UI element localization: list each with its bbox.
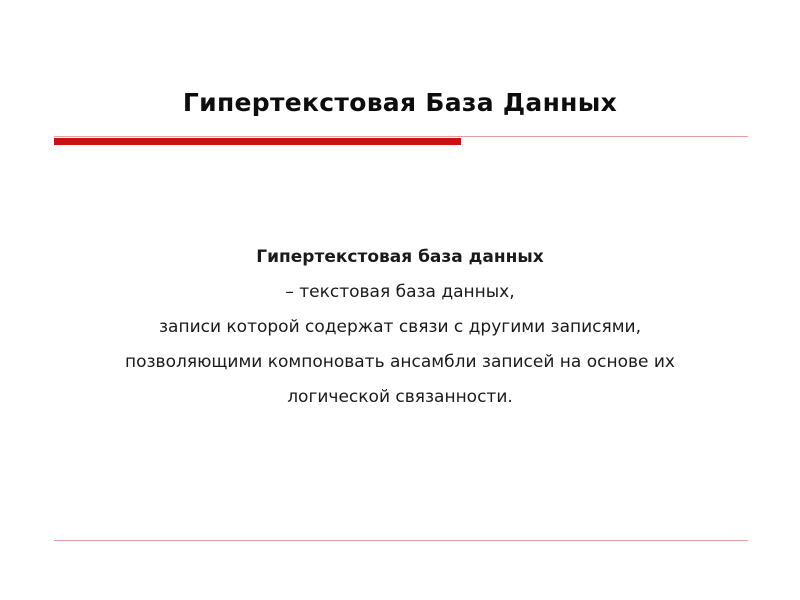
definition-line-4: логической связанности. bbox=[287, 387, 513, 407]
title-divider-thin bbox=[54, 136, 748, 137]
slide-title: Гипертекстовая База Данных bbox=[182, 88, 618, 117]
definition-term: Гипертекстовая база данных bbox=[256, 247, 544, 267]
definition-block bbox=[0, 240, 800, 415]
definition-line-3: позволяющими компоновать ансамбли записей на основе их bbox=[125, 352, 675, 372]
definition-line-1: – текстовая база данных, bbox=[285, 282, 515, 302]
title-divider-accent bbox=[54, 138, 461, 145]
definition-line-2: записи которой содержат связи с другими записями, bbox=[159, 317, 641, 337]
footer-divider bbox=[54, 540, 748, 541]
